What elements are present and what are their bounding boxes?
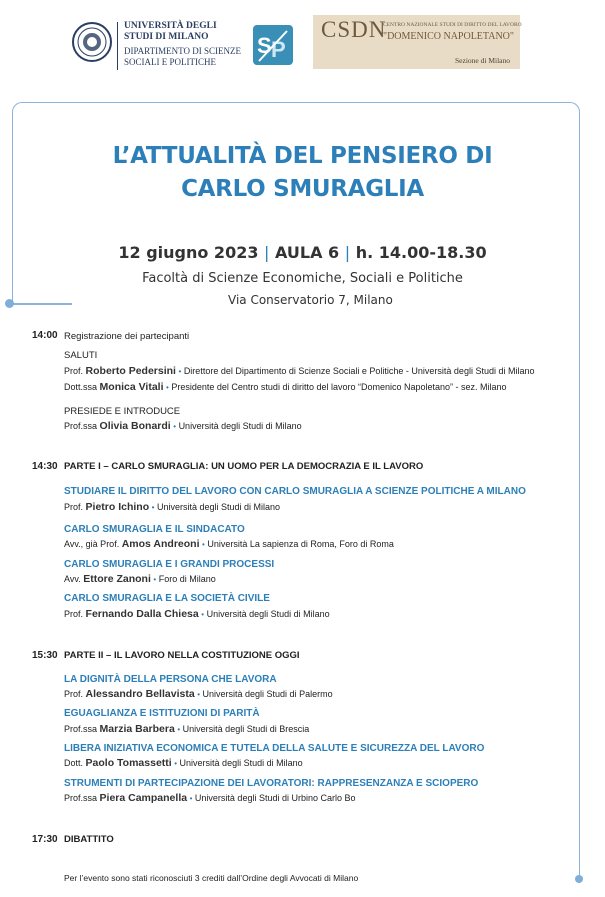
event-title-line1: L’ATTUALITÀ DEL PENSIERO DI bbox=[112, 143, 493, 169]
time-slot: 14:00 bbox=[32, 330, 58, 341]
svg-text:S: S bbox=[257, 33, 272, 58]
event-title-line2: CARLO SMURAGLIA bbox=[181, 176, 424, 202]
talk-title: STUDIARE IL DIRITTO DEL LAVORO CON CARLO SMURAGLIA A SCIENZE POLITICHE A MILANO bbox=[64, 486, 526, 497]
frame-line bbox=[12, 303, 72, 305]
event-faculty: Facoltà di Scienze Economiche, Sociali e Politiche bbox=[142, 271, 463, 286]
csdn-full-name: CENTRO NAZIONALE STUDI DI DIRITTO DEL LAVORO bbox=[383, 22, 522, 28]
event-time: h. 14.00-18.30 bbox=[355, 243, 487, 262]
credits-note: Per l’evento sono stati riconosciuti 3 crediti dall’Ordine degli Avvocati di Milano bbox=[64, 873, 359, 883]
talk-title: LIBERA INIZIATIVA ECONOMICA E TUTELA DELLA SALUTE E SICUREZZA DEL LAVORO bbox=[64, 743, 485, 754]
university-seal-logo bbox=[72, 22, 112, 62]
frame-line bbox=[579, 116, 581, 876]
sps-logo bbox=[253, 25, 293, 65]
speaker: Avv., già Prof. Amos Andreoni • Università La sapienza di Roma, Foro di Roma bbox=[64, 538, 394, 550]
speaker: Avv. Ettore Zanoni • Foro di Milano bbox=[64, 573, 216, 585]
event-address: Via Conservatorio 7, Milano bbox=[228, 293, 393, 307]
registration: Registrazione dei partecipanti bbox=[64, 331, 190, 342]
speaker: Prof. Fernando Dalla Chiesa • Università degli Studi di Milano bbox=[64, 608, 330, 620]
event-room: AULA 6 bbox=[275, 243, 340, 262]
svg-text:P: P bbox=[271, 37, 286, 62]
event-date: 12 giugno 2023 bbox=[118, 243, 259, 262]
speaker: Prof. Roberto Pedersini • Direttore del Dipartimento di Scienze Sociali e Politiche - Università degli Studi di Milano bbox=[64, 365, 535, 377]
separator: | bbox=[344, 243, 351, 262]
speaker: Dott. Paolo Tomassetti • Università degli Studi di Milano bbox=[64, 757, 303, 769]
talk-title: CARLO SMURAGLIA E I GRANDI PROCESSI bbox=[64, 559, 275, 570]
frame-dot bbox=[575, 875, 583, 883]
part-heading: PARTE I – CARLO SMURAGLIA: UN UOMO PER LA DEMOCRAZIA E IL LAVORO bbox=[64, 461, 424, 472]
time-slot: 14:30 bbox=[32, 461, 58, 472]
talk-title: CARLO SMURAGLIA E LA SOCIETÀ CIVILE bbox=[64, 593, 270, 604]
debate-heading: DIBATTITO bbox=[64, 834, 114, 845]
time-slot: 15:30 bbox=[32, 650, 58, 661]
csdn-dedication: "DOMENICO NAPOLETANO" bbox=[383, 31, 514, 42]
speaker: Prof. Alessandro Bellavista • Università degli Studi di Palermo bbox=[64, 688, 333, 700]
header-divider bbox=[117, 22, 118, 70]
section-label: SALUTI bbox=[64, 350, 98, 361]
csdn-section: Sezione di Milano bbox=[455, 56, 510, 65]
separator: | bbox=[264, 243, 270, 262]
csdn-logo bbox=[313, 15, 520, 69]
csdn-abbr: CSDN bbox=[321, 17, 387, 42]
speaker: Prof. Pietro Ichino • Università degli Studi di Milano bbox=[64, 501, 281, 513]
talk-title: LA DIGNITÀ DELLA PERSONA CHE LAVORA bbox=[64, 674, 277, 685]
talk-title: STRUMENTI DI PARTECIPAZIONE DEI LAVORATORI: RAPPRESENZANZA E SCIOPERO bbox=[64, 778, 479, 789]
speaker: Prof.ssa Marzia Barbera • Università degli Studi di Brescia bbox=[64, 723, 310, 735]
time-slot: 17:30 bbox=[32, 834, 58, 845]
speaker: Dott.ssa Monica Vitali • Presidente del Centro studi di diritto del lavoro “Domenico Napoletano” - sez. Milano bbox=[64, 381, 507, 393]
university-name: UNIVERSITÀ DEGLI STUDI DI MILANO bbox=[124, 21, 217, 42]
speaker: Prof.ssa Piera Campanella • Università degli Studi di Urbino Carlo Bo bbox=[64, 792, 356, 804]
frame-dot bbox=[5, 299, 14, 308]
part-heading: PARTE II – IL LAVORO NELLA COSTITUZIONE OGGI bbox=[64, 650, 300, 661]
talk-title: CARLO SMURAGLIA E IL SINDACATO bbox=[64, 524, 245, 535]
section-label: PRESIEDE E INTRODUCE bbox=[64, 406, 181, 417]
talk-title: EGUAGLIANZA E ISTITUZIONI DI PARITÀ bbox=[64, 708, 260, 719]
event-datetime bbox=[0, 243, 605, 262]
speaker: Prof.ssa Olivia Bonardi • Università degli Studi di Milano bbox=[64, 420, 302, 432]
department-name: DIPARTIMENTO DI SCIENZE SOCIALI E POLITICHE bbox=[124, 46, 241, 67]
